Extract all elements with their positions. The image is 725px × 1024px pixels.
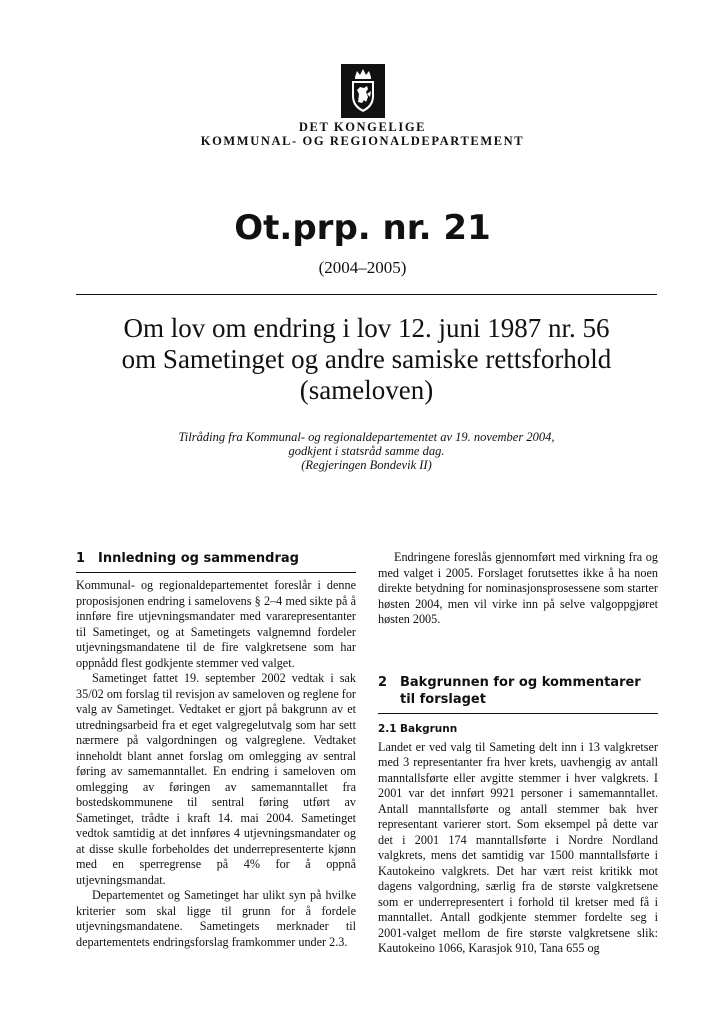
- norwegian-coat-of-arms-icon: [341, 64, 385, 118]
- paragraph: Kommunal- og regionaldepartementet foreslår i denne proposisjonen endring i samelovens § 2–4 med sikte på å innføre fire utjevningsmandater med vararepresentanter til Sametinget, og at Sametingets valgnemnd fordeler utjevningsmandatene til de fire valgkretsene som har oppnådd flest godkjente stemmer ved valget.: [76, 578, 356, 670]
- recommendation-line: godkjent i statsråd samme dag.: [288, 444, 445, 458]
- subsection-2-1-heading: [378, 722, 658, 736]
- recommendation-note: [76, 430, 657, 472]
- section-divider: [76, 572, 356, 573]
- section-title: Innledning og sammendrag: [98, 551, 299, 566]
- main-title-line: Om lov om endring i lov 12. juni 1987 nr. 56: [123, 313, 610, 343]
- paragraph: Landet er ved valg til Sameting delt inn i 13 valgkretser med 3 representanter fra hver krets, uavhengig av antall manntallsførte eller avgitte stemmer i hver valgkrets. I 2001 var det innført 9921 personer i samemanntallet. Antall manntallsførte og antall stemmer bak hver representant varierer stort. Som eksempel på dette var det i 2001 174 manntallsførte i Nordre Nordland valgkrets, mens det samtidig var 1500 manntallsførte i Kautokeino valgkrets. Det har vært reist kritikk mot dagens valgordning, særlig fra de største valgkretsene som er underrepresentert i forhold til kretser med få i manntallet. Antall godkjente stemmer fordelte seg i 2001-valget mellom de fire største valgkretsene slik: Kautokeino 1066, Karasjok 910, Tana 655 og: [378, 739, 658, 955]
- left-column: [76, 550, 356, 950]
- title-divider: [76, 294, 657, 295]
- section-title: Bakgrunnen for og kommentarer til forslaget: [400, 674, 641, 707]
- paragraph: Endringene foreslås gjennomført med virkning fra og med valget i 2005. Forslaget forutsettes ikke å ha noen direkte betydning for nominasjonsprosessene som starter høsten 2004, men vil virke inn på selve valgoppgjøret høsten 2005.: [378, 550, 658, 626]
- section-divider: [378, 713, 658, 714]
- department-name-line1: DET KONGELIGE: [298, 120, 427, 134]
- section-1-heading: [76, 550, 356, 567]
- section-number: 1: [76, 551, 86, 566]
- paragraph: Departementet og Sametinget har ulikt syn på hvilke kriterier som skal ligge til grunn for å fordele utjevningsmandatene. Sametingets merknader til departementets endringsforslag framkommer under 2.3.: [76, 888, 356, 949]
- subsection-number: 2.1: [378, 722, 397, 735]
- main-title-line: om Sametinget og andre samiske rettsforhold: [121, 344, 612, 374]
- department-name-line2: KOMMUNAL- OG REGIONALDEPARTEMENT: [200, 134, 525, 148]
- recommendation-line: (Regjeringen Bondevik II): [301, 458, 432, 472]
- section-number: 2: [378, 674, 388, 690]
- main-title-line: (sameloven): [299, 375, 434, 405]
- section-2-heading: [378, 674, 658, 708]
- subsection-title: Bakgrunn: [400, 722, 458, 735]
- document-title: Ot.prp. nr. 21: [234, 208, 491, 248]
- main-title: [76, 313, 657, 406]
- right-column: [378, 550, 658, 957]
- recommendation-line: Tilråding fra Kommunal- og regionaldepartementet av 19. november 2004,: [178, 430, 555, 444]
- document-session: (2004–2005): [318, 258, 407, 277]
- paragraph: Sametinget fattet 19. september 2002 vedtak i sak 35/02 om forslag til revisjon av sameloven og reglene for valg av Sametinget. Vedtaket er gjort på bakgrunn av et utredningsarbeid fra et eget valgregelutvalg som har sett nærmere på valgordningen og valgreglene. Vedtaket inneholdt blant annet forslag om omlegging av sentral føring av samemanntallet. En endring i sameloven om omlegging av føringen av samemanntallet fra bostedskommunene til sentral føring utført av Sametinget, trådte i kraft 14. mai 2004. Sametinget vedtok samtidig at det innføres 4 utjevningsmandater og at disse skulle forbeholdes det underrepresenterte kjønn med en sperregrense på 4% for å oppnå utjevningsmandat.: [76, 671, 356, 887]
